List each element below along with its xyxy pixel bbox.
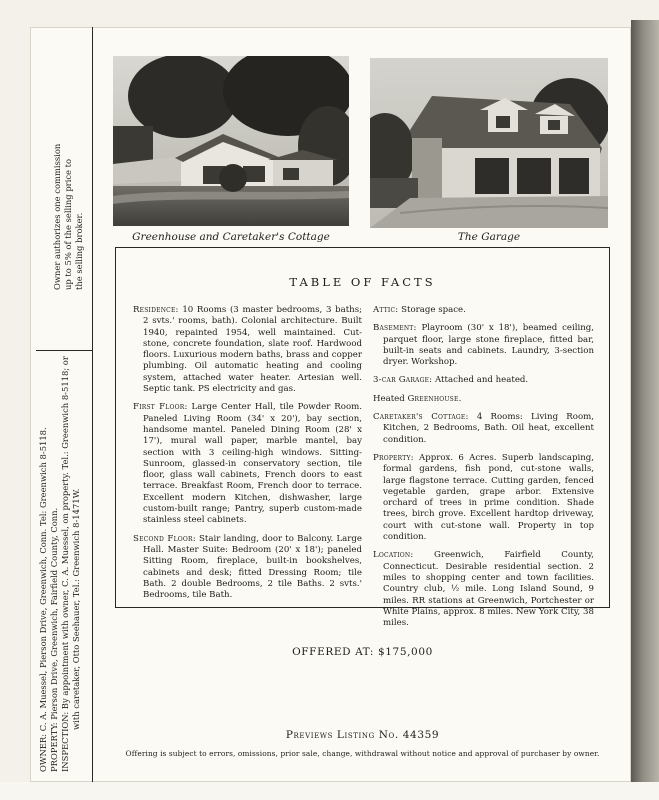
property-entry bbox=[373, 453, 594, 543]
sidebar-divider-horizontal bbox=[36, 350, 93, 351]
property-text: Approx. 6 Acres. Superb landscaping, formal gardens, fish pond, cut-stone walls, large flagstone terrace. Cutting garden, fenced vegetable garden, grape arbor. Extensive orchard of trees in prime condition. Shade trees, birch grove. Excellent hardtop driveway, court with cut-stone wall. Property in top condition. bbox=[383, 452, 595, 543]
basement-label: Basement: bbox=[373, 323, 417, 334]
greenhouse-prefix: Heated bbox=[373, 393, 405, 404]
garage-text: Attached and heated. bbox=[435, 375, 529, 386]
offered-price: OFFERED AT: $175,000 bbox=[292, 646, 433, 658]
attic-label: Attic: bbox=[373, 305, 399, 315]
cottage-entry bbox=[373, 412, 594, 446]
residence-entry bbox=[133, 305, 362, 395]
garage-caption: The Garage bbox=[457, 231, 521, 243]
facts-right-column bbox=[373, 305, 594, 636]
cottage-text: 4 Rooms: Living Room, Kitchen, 2 Bedrooms, Bath. Oil heat, excellent condition. bbox=[383, 412, 595, 445]
garage-label: 3-car Garage: bbox=[373, 375, 433, 386]
greenhouse-photo bbox=[113, 56, 349, 226]
second-floor-label: Second Floor: bbox=[133, 533, 196, 544]
residence-text: 10 Rooms (3 master bedrooms, 3 baths; 2 svts.' rooms, bath). Colonial architecture. Built 1940, repainted 1954, well maintained. Cut-stone, concrete foundation, slate roof. Hardwood floors. Luxurious modern baths, brass and copper plumbing. Oil automatic heating and cooling system, attached water heater. Artesian well. Septic tank. PS electricity and gas. bbox=[143, 305, 362, 395]
commission-line: Owner authorizes one commission bbox=[52, 143, 62, 290]
location-text: Greenwich, Fairfield County, Connecticut. Desirable residential section. 2 miles to shopping center and town facilities. Country club, ½ mile. Long Island Sound, 9 miles. RR stations at Greenwich, Portchester or White Plains, approx. 8 miles. New York City, 38 miles. bbox=[383, 550, 594, 629]
table-of-facts bbox=[115, 247, 610, 629]
basement-entry bbox=[373, 323, 594, 368]
facts-title: TABLE OF FACTS bbox=[289, 275, 436, 289]
commission-line: up to 5% of the selling price to bbox=[63, 158, 73, 290]
first-floor-text: Large Center Hall, tile Powder Room. Paneled Living Room (34' x 20'), bay section, handsome mantel. Paneled Dining Room (28' x 17'), mural wall paper, marble mantel, bay section with 3 ceiling-high windows. Sitting-Sunroom, glassed-in conservatory section, tile floor, glass wall cabinets, French doors to east terrace. Breakfast Room, French door to terrace. Excellent modern Kitchen, dishwasher, large custom-built range; Pantry, superb custom-made stainless steel cabinets. bbox=[143, 402, 363, 526]
sidebar-divider-vertical bbox=[92, 27, 93, 782]
first-floor-entry bbox=[133, 402, 362, 526]
cottage-label: Caretaker's Cottage: bbox=[373, 412, 469, 423]
page-bottom-margin bbox=[0, 782, 659, 800]
page-edge-shadow bbox=[631, 20, 659, 790]
property-label: Property: bbox=[373, 452, 414, 463]
location-label: Location: bbox=[373, 550, 414, 561]
second-floor-text: Stair landing, door to Balcony. Large Hall. Master Suite: Bedroom (20' x 18'); paneled Sitting Room, fireplace, built-in bookshelves, cabinets and desk; fitted Dressing Room; tile Bath. 2 double Bedrooms, 2 tile Baths. 2 svts.' Bedrooms, tile Bath. bbox=[143, 533, 362, 601]
basement-text: Playroom (30' x 18'), beamed ceiling, parquet floor, large stone fireplace, fitted bar, built-in seats and cabinets. Laundry, 3-section dryer. Workshop. bbox=[383, 323, 594, 368]
garage-photo bbox=[370, 58, 608, 228]
location-entry bbox=[373, 550, 594, 629]
attic-text: Storage space. bbox=[401, 305, 466, 315]
facts-left-column bbox=[133, 305, 362, 608]
second-floor-entry bbox=[133, 534, 362, 602]
listing-number: Previews Listing No. 44359 bbox=[285, 729, 440, 741]
owner-info-block bbox=[38, 356, 82, 772]
disclaimer: Offering is subject to errors, omissions, prior sale, change, withdrawal without notice and approval of purchaser by owner. bbox=[125, 749, 600, 758]
inspection-line-cont: with caretaker, Otto Seehauer, Tel.: Greenwich 8-1471W. bbox=[71, 488, 81, 730]
garage-entry bbox=[373, 375, 594, 386]
property-line: PROPERTY: Pierson Drive, Greenwich, Fairfield County, Conn. bbox=[49, 507, 59, 772]
commission-note bbox=[52, 144, 85, 290]
first-floor-label: First Floor: bbox=[133, 402, 188, 413]
greenhouse-entry bbox=[373, 394, 594, 405]
attic-entry bbox=[373, 305, 594, 316]
residence-label: Residence: bbox=[133, 305, 179, 315]
greenhouse-caption: Greenhouse and Caretaker's Cottage bbox=[132, 231, 330, 243]
greenhouse-label: Greenhouse. bbox=[407, 393, 462, 404]
commission-line: the selling broker. bbox=[74, 212, 84, 290]
inspection-line: INSPECTION: By appointment with owner, C. A. Muessel, on property. Tel.: Greenwich 8-5118; or bbox=[60, 356, 70, 772]
owner-line: OWNER: C. A. Muessel, Pierson Drive, Greenwich, Conn. Tel: Greenwich 8-5118. bbox=[38, 427, 48, 772]
